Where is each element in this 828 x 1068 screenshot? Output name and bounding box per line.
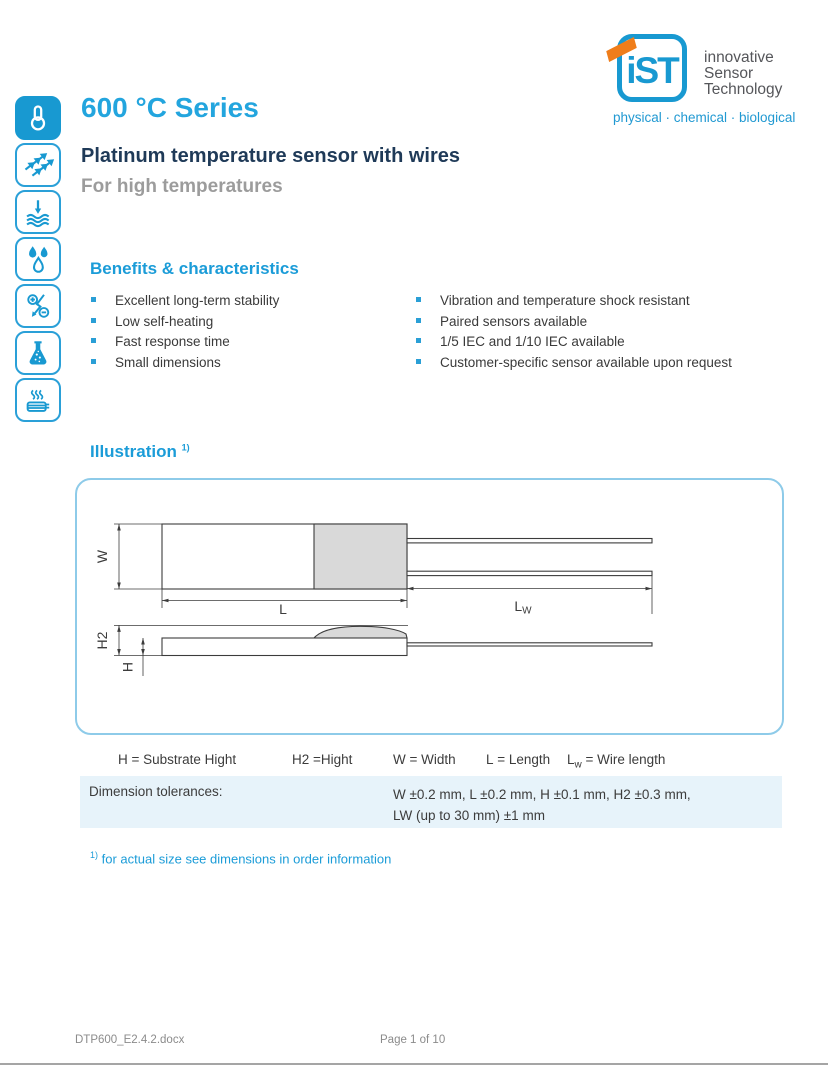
benefits-list-left <box>90 291 405 373</box>
bullet-icon <box>416 359 421 364</box>
dim-label-h2: H2 <box>94 631 110 650</box>
company-name-line2: Sensor <box>704 65 754 82</box>
legend-text: = Width <box>405 752 456 767</box>
company-name-line1: innovative <box>704 49 774 66</box>
tolerances-line2: LW (up to 30 mm) ±1 mm <box>393 808 545 823</box>
legend-item <box>393 752 456 771</box>
benefit-item <box>90 291 405 312</box>
response-arrows-icon <box>15 143 61 187</box>
footnote <box>90 850 391 866</box>
page-subtitle-secondary: For high temperatures <box>81 176 283 197</box>
company-tagline: physical · chemical · biological <box>613 110 796 125</box>
dimension-tolerances-row <box>80 776 782 828</box>
legend-symbol: H <box>118 752 128 767</box>
legend-symbol: W <box>393 752 406 767</box>
footnote-ref: 1) <box>90 850 99 860</box>
bullet-icon <box>91 297 96 302</box>
dim-label-h: H <box>119 661 136 673</box>
footer-page-number: Page 1 of 10 <box>380 1034 446 1046</box>
benefits-heading: Benefits & characteristics <box>90 259 299 278</box>
footer-document-name: DTP600_E2.4.2.docx <box>75 1034 185 1046</box>
page-title: 600 °C Series <box>81 92 259 123</box>
dim-label-lw-sub: W <box>522 605 532 617</box>
legend-symbol: L <box>567 752 575 767</box>
ist-logo-letters: iST <box>626 50 678 91</box>
legend-sub: w <box>574 759 582 771</box>
pressure-waves-icon <box>15 190 61 234</box>
dim-label-w: W <box>94 549 110 564</box>
benefit-item <box>415 312 815 333</box>
bullet-icon <box>416 338 421 343</box>
benefit-item <box>90 332 405 353</box>
illustration-panel <box>75 478 784 735</box>
benefit-text: Customer-specific sensor available upon request <box>440 354 732 370</box>
legend-item <box>292 752 352 771</box>
tolerances-label: Dimension tolerances: <box>89 784 223 799</box>
bullet-icon <box>416 318 421 323</box>
page-subtitle: Platinum temperature sensor with wires <box>81 145 460 167</box>
legend-text: =Hight <box>309 752 353 767</box>
benefit-text: Low self-heating <box>115 313 214 329</box>
sensor-technical-drawing <box>77 480 782 733</box>
heating-element-icon <box>15 378 61 422</box>
dim-label-lw <box>514 598 532 617</box>
company-name-line3: Technology <box>704 81 783 98</box>
legend-item <box>118 752 236 771</box>
bullet-icon <box>91 359 96 364</box>
legend-symbol: H2 <box>292 752 310 767</box>
illustration-heading-footnote-ref: 1) <box>181 442 190 453</box>
bullet-icon <box>91 338 96 343</box>
footnote-text: for actual size see dimensions in order information <box>98 851 392 867</box>
dim-label-lw-main: L <box>514 598 523 614</box>
bullet-icon <box>416 297 421 302</box>
thermometer-icon <box>15 96 61 140</box>
dim-label-l: L <box>279 601 287 617</box>
benefit-text: Paired sensors available <box>440 313 588 329</box>
bullet-icon <box>91 318 96 323</box>
legend-symbol: L <box>486 752 494 767</box>
benefit-item <box>90 312 405 333</box>
illustration-heading-text: Illustration <box>90 442 177 461</box>
legend-item <box>486 752 550 771</box>
benefit-text: Small dimensions <box>115 354 221 370</box>
legend-text: = Length <box>493 752 551 767</box>
benefit-item <box>415 291 815 312</box>
legend-text: = Wire length <box>581 752 666 767</box>
illustration-heading <box>90 442 190 462</box>
electrical-polarity-icon <box>15 284 61 328</box>
company-name <box>704 50 782 98</box>
benefit-item <box>415 332 815 353</box>
benefits-list-right <box>415 291 815 373</box>
droplets-icon <box>15 237 61 281</box>
sidebar-icon-column <box>15 96 61 425</box>
benefit-text: Vibration and temperature shock resistant <box>440 293 690 308</box>
chemical-flask-icon <box>15 331 61 375</box>
benefit-item <box>415 353 815 374</box>
benefit-text: Fast response time <box>115 334 230 350</box>
benefit-item <box>90 353 405 374</box>
footer-rule <box>0 1063 828 1065</box>
legend-item <box>567 752 665 771</box>
benefit-text: Excellent long-term stability <box>115 293 280 308</box>
tolerances-line1: W ±0.2 mm, L ±0.2 mm, H ±0.1 mm, H2 ±0.3 mm, <box>393 787 691 802</box>
legend-text: = Substrate Hight <box>127 752 237 767</box>
tolerances-value <box>393 784 691 826</box>
dimension-legend <box>0 752 828 774</box>
benefit-text: 1/5 IEC and 1/10 IEC available <box>440 334 625 350</box>
